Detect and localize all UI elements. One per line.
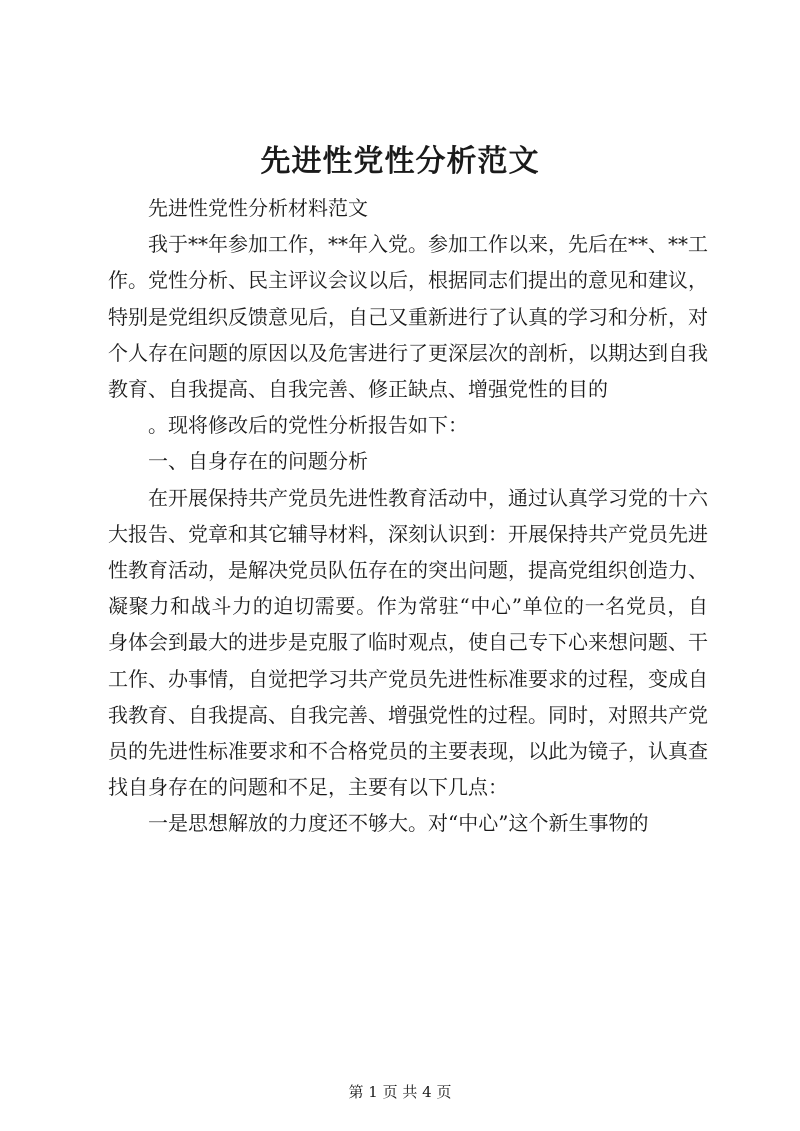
page-footer: 第 1 页 共 4 页 xyxy=(348,1083,452,1101)
section-heading-problems: 一、自身存在的问题分析 xyxy=(148,449,368,474)
paragraph-introduction: 我于**年参加工作，**年入党。参加工作以来，先后在**、**工作。党性分析、民主评议会议以后，根据同志们提出的意见和建议，特别是党组织反馈意见后，自己又重新进行了认真的学习和分析，对个人存在问题的原因以及危害进行了更深层次的剖析，以期达到自我教育、自我提高、自我完善、修正缺点、增强党性的目的 xyxy=(108,232,708,402)
paragraph-transition: 。现将修改后的党性分析报告如下： xyxy=(148,413,468,438)
paragraph-analysis: 在开展保持共产党员先进性教育活动中，通过认真学习党的十六大报告、党章和其它辅导材料，深刻认识到：开展保持共产党员先进性教育活动，是解决党员队伍存在的突出问题，提高党组织创造力、凝聚力和战斗力的迫切需要。作为常驻“中心”单位的一名党员，自身体会到最大的进步是克服了临时观点，使自己专下心来想问题、干工作、办事情，自觉把学习共产党员先进性标准要求的过程，变成自我教育、自我提高、自我完善、增强党性的过程。同时，对照共产党员的先进性标准要求和不合格党员的主要表现，以此为镜子，认真查找自身存在的问题和不足，主要有以下几点： xyxy=(108,485,708,800)
document-title: 先进性党性分析范文 xyxy=(260,144,540,179)
paragraph-subtitle: 先进性党性分析材料范文 xyxy=(148,196,368,220)
document-body xyxy=(108,190,708,842)
paragraph-point-one: 一是思想解放的力度还不够大。对“中心”这个新生事物的 xyxy=(148,811,649,836)
